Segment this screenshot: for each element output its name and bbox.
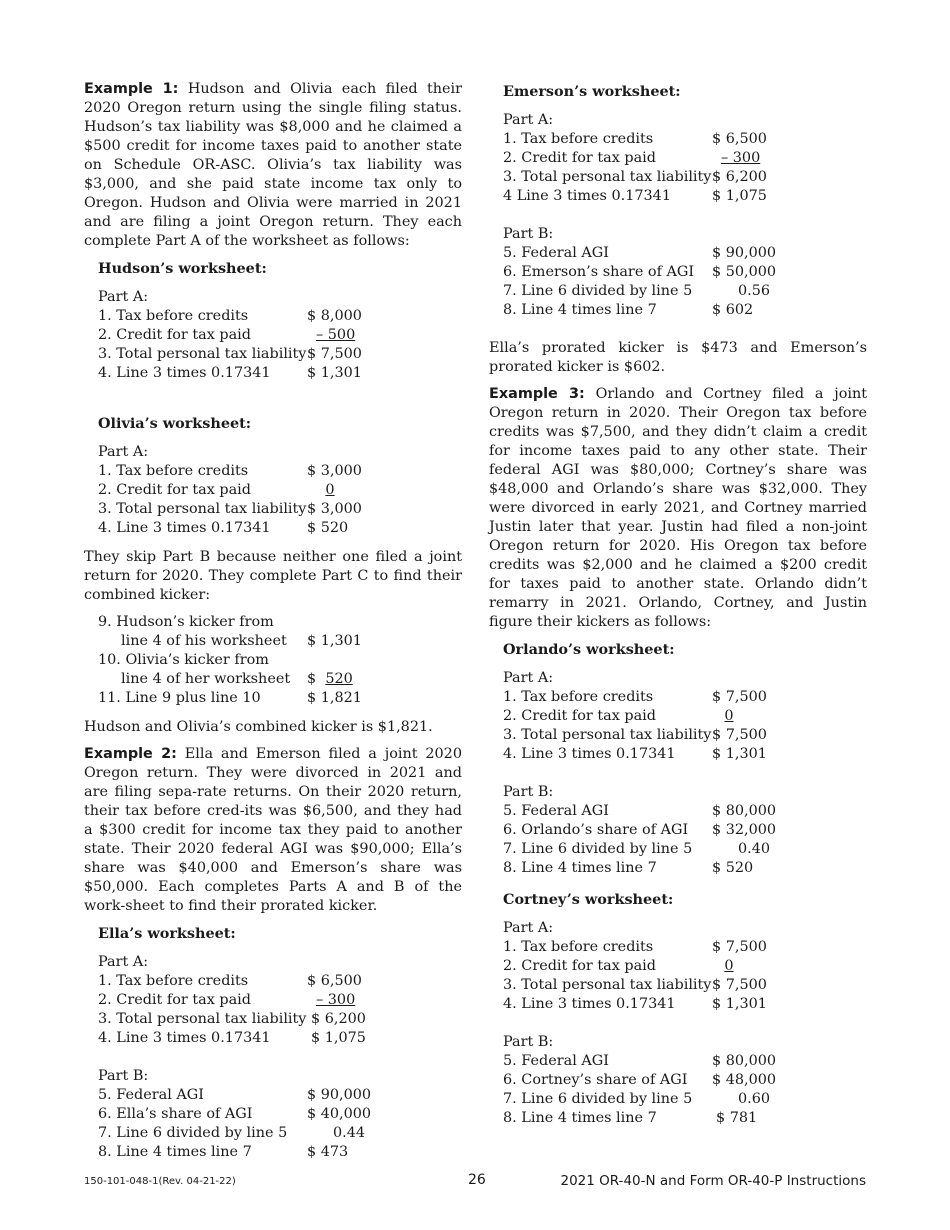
worksheet-row bbox=[98, 632, 462, 651]
example-1-paragraph bbox=[84, 80, 462, 251]
row-label: 8. Line 4 times line 7 bbox=[503, 1110, 657, 1126]
worksheet-row bbox=[503, 707, 867, 726]
row-label: 3. Total personal tax liability bbox=[98, 346, 307, 362]
worksheet-row bbox=[98, 519, 462, 538]
row-label: 1. Tax before credits bbox=[503, 689, 654, 705]
row-label: 4. Line 3 times 0.17341 bbox=[503, 996, 676, 1012]
part-label: Part B: bbox=[98, 1068, 149, 1084]
worksheet-row bbox=[98, 345, 462, 364]
page-footer bbox=[84, 1172, 866, 1192]
worksheet-row bbox=[98, 991, 462, 1010]
example-3-text: Orlando and Cortney filed a joint Oregon return in 2020. Their Oregon tax before credits was $7,500, and they didn’t claim a credit for income taxes paid to any other state. Their federal AGI was $80,000; Cortney’s share was $48,000 and Orlando’s share was $32,000. They were divorced in early 2021, and Cortney married Justin later that year. Justin had filed a non-joint Oregon return for 2020. His Oregon tax before credits was $2,000 and he claimed a $200 credit for taxes paid to another state. Orlando didn’t remarry in 2021. Orlando, Cortney, and Justin figure their kickers as follows: bbox=[489, 386, 868, 630]
worksheet-row bbox=[98, 1124, 462, 1143]
worksheet-row bbox=[503, 688, 867, 707]
worksheet-row bbox=[98, 1143, 462, 1162]
example-2-paragraph bbox=[84, 745, 462, 916]
row-label: 7. Line 6 divided by line 5 bbox=[98, 1125, 288, 1141]
row-label: 3. Total personal tax liability bbox=[503, 977, 712, 993]
row-value: – 500 bbox=[316, 327, 356, 343]
row-label: 5. Federal AGI bbox=[503, 1053, 609, 1069]
row-label: 2. Credit for tax paid bbox=[98, 992, 251, 1008]
worksheet-title: Hudson’s worksheet: bbox=[98, 260, 267, 277]
row-value: 0.56 bbox=[738, 283, 771, 299]
worksheet-row bbox=[503, 149, 867, 168]
row-value: $ 6,200 bbox=[311, 1011, 366, 1027]
worksheet-row bbox=[503, 802, 867, 821]
left-column bbox=[84, 80, 462, 1162]
row-value: $ 7,500 bbox=[307, 346, 362, 362]
row-label: 6. Cortney’s share of AGI bbox=[503, 1072, 688, 1088]
row-label: 10. Olivia’s kicker from bbox=[98, 652, 269, 668]
worksheet-row bbox=[503, 187, 867, 206]
row-label: 8. Line 4 times line 7 bbox=[503, 302, 657, 318]
row-label: line 4 of her worksheet bbox=[121, 671, 291, 687]
row-label: 4. Line 3 times 0.17341 bbox=[98, 365, 271, 381]
skip-paragraph: They skip Part B because neither one filed a joint return for 2020. They complete Part C to find their combined kicker: bbox=[84, 549, 462, 603]
worksheet-row bbox=[503, 282, 867, 301]
document-title: 2021 OR-40-N and Form OR-40-P Instructions bbox=[560, 1173, 866, 1189]
worksheet-row bbox=[503, 1052, 867, 1071]
row-label: 1. Tax before credits bbox=[98, 463, 249, 479]
row-value: – 300 bbox=[721, 150, 761, 166]
worksheet-row bbox=[503, 1109, 867, 1128]
worksheet-row bbox=[98, 613, 462, 632]
worksheet-row bbox=[98, 689, 462, 708]
worksheet-title: Olivia’s worksheet: bbox=[98, 415, 252, 432]
worksheet-row bbox=[98, 1010, 462, 1029]
row-value: $ 6,200 bbox=[712, 169, 767, 185]
row-value: $ 7,500 bbox=[712, 727, 767, 743]
row-label: 5. Federal AGI bbox=[98, 1087, 204, 1103]
row-value: $ 7,500 bbox=[712, 689, 767, 705]
worksheet-title: Emerson’s worksheet: bbox=[503, 83, 681, 100]
row-value: $ 40,000 bbox=[307, 1106, 372, 1122]
row-value: 0 bbox=[724, 708, 734, 724]
row-value: $ 7,500 bbox=[712, 939, 767, 955]
example-2-lead: Example 2: bbox=[84, 746, 177, 762]
row-label: 5. Federal AGI bbox=[503, 803, 609, 819]
orlando-worksheet bbox=[503, 640, 867, 878]
row-value: $ 1,301 bbox=[712, 746, 767, 762]
part-label: Part B: bbox=[503, 1034, 554, 1050]
worksheet-row bbox=[98, 1029, 462, 1048]
row-label: line 4 of his worksheet bbox=[121, 633, 287, 649]
row-value: $ 90,000 bbox=[712, 245, 777, 261]
dollar-sign: $ bbox=[307, 671, 317, 687]
row-value: $ 80,000 bbox=[712, 1053, 777, 1069]
row-label: 4. Line 3 times 0.17341 bbox=[503, 746, 676, 762]
row-label: 4 Line 3 times 0.17341 bbox=[503, 188, 671, 204]
row-label: 8. Line 4 times line 7 bbox=[503, 860, 657, 876]
row-value: $ 48,000 bbox=[712, 1072, 777, 1088]
worksheet-title: Orlando’s worksheet: bbox=[503, 641, 675, 658]
worksheet-row bbox=[503, 1090, 867, 1109]
worksheet-row bbox=[98, 481, 462, 500]
example-3-lead: Example 3: bbox=[489, 386, 585, 402]
worksheet-row bbox=[98, 307, 462, 326]
row-label: 11. Line 9 plus line 10 bbox=[98, 690, 261, 706]
form-number: 150-101-048-1(Rev. 04-21-22) bbox=[84, 1176, 236, 1187]
underlined-value: 520 bbox=[325, 671, 353, 687]
part-label: Part A: bbox=[503, 920, 554, 936]
cortney-worksheet bbox=[503, 890, 867, 1128]
row-value: 0.44 bbox=[333, 1125, 366, 1141]
worksheet-row bbox=[503, 976, 867, 995]
worksheet-row bbox=[98, 670, 462, 689]
part-label: Part A: bbox=[98, 444, 149, 460]
row-value: – 300 bbox=[316, 992, 356, 1008]
row-value: $ 473 bbox=[307, 1144, 349, 1160]
row-value: $ 520 bbox=[712, 860, 754, 876]
olivia-worksheet bbox=[98, 414, 462, 538]
row-label: 3. Total personal tax liability bbox=[98, 501, 307, 517]
part-label: Part B: bbox=[503, 226, 554, 242]
worksheet-title: Cortney’s worksheet: bbox=[503, 891, 674, 908]
worksheet-row bbox=[503, 745, 867, 764]
worksheet-row bbox=[503, 995, 867, 1014]
row-label: 2. Credit for tax paid bbox=[503, 150, 656, 166]
row-label: 6. Emerson’s share of AGI bbox=[503, 264, 695, 280]
worksheet-row bbox=[503, 130, 867, 149]
worksheet-row bbox=[98, 972, 462, 991]
part-label: Part A: bbox=[503, 112, 554, 128]
row-label: 1. Tax before credits bbox=[503, 939, 654, 955]
worksheet-row bbox=[503, 726, 867, 745]
emerson-worksheet bbox=[503, 82, 867, 320]
row-value: $ 3,000 bbox=[307, 501, 362, 517]
worksheet-row bbox=[98, 364, 462, 383]
row-value: $ 8,000 bbox=[307, 308, 362, 324]
right-column bbox=[489, 80, 867, 1128]
worksheet-row bbox=[503, 821, 867, 840]
worksheet-row bbox=[98, 326, 462, 345]
worksheet-row bbox=[98, 462, 462, 481]
example-1-lead: Example 1: bbox=[84, 81, 179, 97]
row-label: 5. Federal AGI bbox=[503, 245, 609, 261]
part-label: Part A: bbox=[98, 954, 149, 970]
row-label: 3. Total personal tax liability bbox=[503, 169, 712, 185]
row-label: 1. Tax before credits bbox=[98, 973, 249, 989]
row-label: 7. Line 6 divided by line 5 bbox=[503, 283, 693, 299]
worksheet-row bbox=[503, 1071, 867, 1090]
row-label: 2. Credit for tax paid bbox=[503, 958, 656, 974]
worksheet-row bbox=[503, 938, 867, 957]
row-value bbox=[307, 670, 353, 689]
row-label: 2. Credit for tax paid bbox=[503, 708, 656, 724]
row-value: $ 80,000 bbox=[712, 803, 777, 819]
worksheet-row bbox=[98, 1105, 462, 1124]
row-label: 7. Line 6 divided by line 5 bbox=[503, 1091, 693, 1107]
part-label: Part A: bbox=[98, 289, 149, 305]
row-label: 2. Credit for tax paid bbox=[98, 327, 251, 343]
row-value: $ 781 bbox=[716, 1110, 758, 1126]
row-value: $ 602 bbox=[712, 302, 754, 318]
row-value: $ 1,301 bbox=[712, 996, 767, 1012]
worksheet-row bbox=[503, 168, 867, 187]
worksheet-title: Ella’s worksheet: bbox=[98, 925, 236, 942]
row-value: 0.60 bbox=[738, 1091, 771, 1107]
row-value: $ 1,301 bbox=[307, 365, 362, 381]
row-value: $ 1,075 bbox=[712, 188, 767, 204]
row-value: $ 1,301 bbox=[307, 633, 362, 649]
example-3-paragraph bbox=[489, 385, 867, 632]
row-label: 9. Hudson’s kicker from bbox=[98, 614, 274, 630]
page-number: 26 bbox=[468, 1172, 486, 1188]
worksheet-row bbox=[503, 859, 867, 878]
row-label: 4. Line 3 times 0.17341 bbox=[98, 520, 271, 536]
part-c-worksheet bbox=[98, 613, 462, 708]
row-value: $ 32,000 bbox=[712, 822, 777, 838]
worksheet-row bbox=[98, 1086, 462, 1105]
worksheet-row bbox=[98, 651, 462, 670]
combined-paragraph: Hudson and Olivia’s combined kicker is $1,821. bbox=[84, 719, 433, 735]
row-value: $ 6,500 bbox=[307, 973, 362, 989]
row-label: 7. Line 6 divided by line 5 bbox=[503, 841, 693, 857]
worksheet-row bbox=[503, 301, 867, 320]
worksheet-row bbox=[98, 500, 462, 519]
row-value: $ 7,500 bbox=[712, 977, 767, 993]
row-value: $ 1,075 bbox=[311, 1030, 366, 1046]
row-label: 3. Total personal tax liability bbox=[503, 727, 712, 743]
worksheet-row bbox=[503, 244, 867, 263]
part-label: Part A: bbox=[503, 670, 554, 686]
worksheet-row bbox=[503, 957, 867, 976]
row-value: 0 bbox=[325, 482, 335, 498]
row-value: $ 520 bbox=[307, 520, 349, 536]
example-1-text: Hudson and Olivia each filed their 2020 Oregon return using the single filing status. Hudson’s tax liability was $8,000 and he claimed a $500 credit for income taxes paid to another state on Schedule OR-ASC. Olivia’s tax liability was $3,000, and she paid state income tax only to Oregon. Hudson and Olivia were married in 2021 and are filing a joint Oregon return. They each complete Part A of the worksheet as follows: bbox=[84, 81, 463, 249]
row-value: $ 90,000 bbox=[307, 1087, 372, 1103]
worksheet-row bbox=[503, 840, 867, 859]
row-value: $ 50,000 bbox=[712, 264, 777, 280]
worksheet-row bbox=[503, 263, 867, 282]
ella-worksheet bbox=[98, 924, 462, 1162]
part-label: Part B: bbox=[503, 784, 554, 800]
row-label: 4. Line 3 times 0.17341 bbox=[98, 1030, 271, 1046]
row-value: $ 1,821 bbox=[307, 690, 362, 706]
row-label: 1. Tax before credits bbox=[503, 131, 654, 147]
row-value: 0.40 bbox=[738, 841, 771, 857]
row-label: 6. Ella’s share of AGI bbox=[98, 1106, 253, 1122]
row-label: 3. Total personal tax liability bbox=[98, 1011, 307, 1027]
row-label: 6. Orlando’s share of AGI bbox=[503, 822, 689, 838]
row-label: 2. Credit for tax paid bbox=[98, 482, 251, 498]
prorated-paragraph: Ella’s prorated kicker is $473 and Emerson’s prorated kicker is $602. bbox=[489, 340, 867, 375]
example-2-text: Ella and Emerson filed a joint 2020 Oregon return. They were divorced in 2021 and are filing sepa-rate returns. On their 2020 return, their tax before cred-its was $6,500, and they had a $300 credit for income tax they paid to another state. Their 2020 federal AGI was $90,000; Ella’s share was $40,000 and Emerson’s share was $50,000. Each completes Parts A and B of the work-sheet to find their prorated kicker. bbox=[84, 746, 462, 914]
row-label: 1. Tax before credits bbox=[98, 308, 249, 324]
row-value: $ 3,000 bbox=[307, 463, 362, 479]
row-label: 8. Line 4 times line 7 bbox=[98, 1144, 252, 1160]
row-value: $ 6,500 bbox=[712, 131, 767, 147]
row-value: 0 bbox=[724, 958, 734, 974]
hudson-worksheet bbox=[98, 259, 462, 383]
